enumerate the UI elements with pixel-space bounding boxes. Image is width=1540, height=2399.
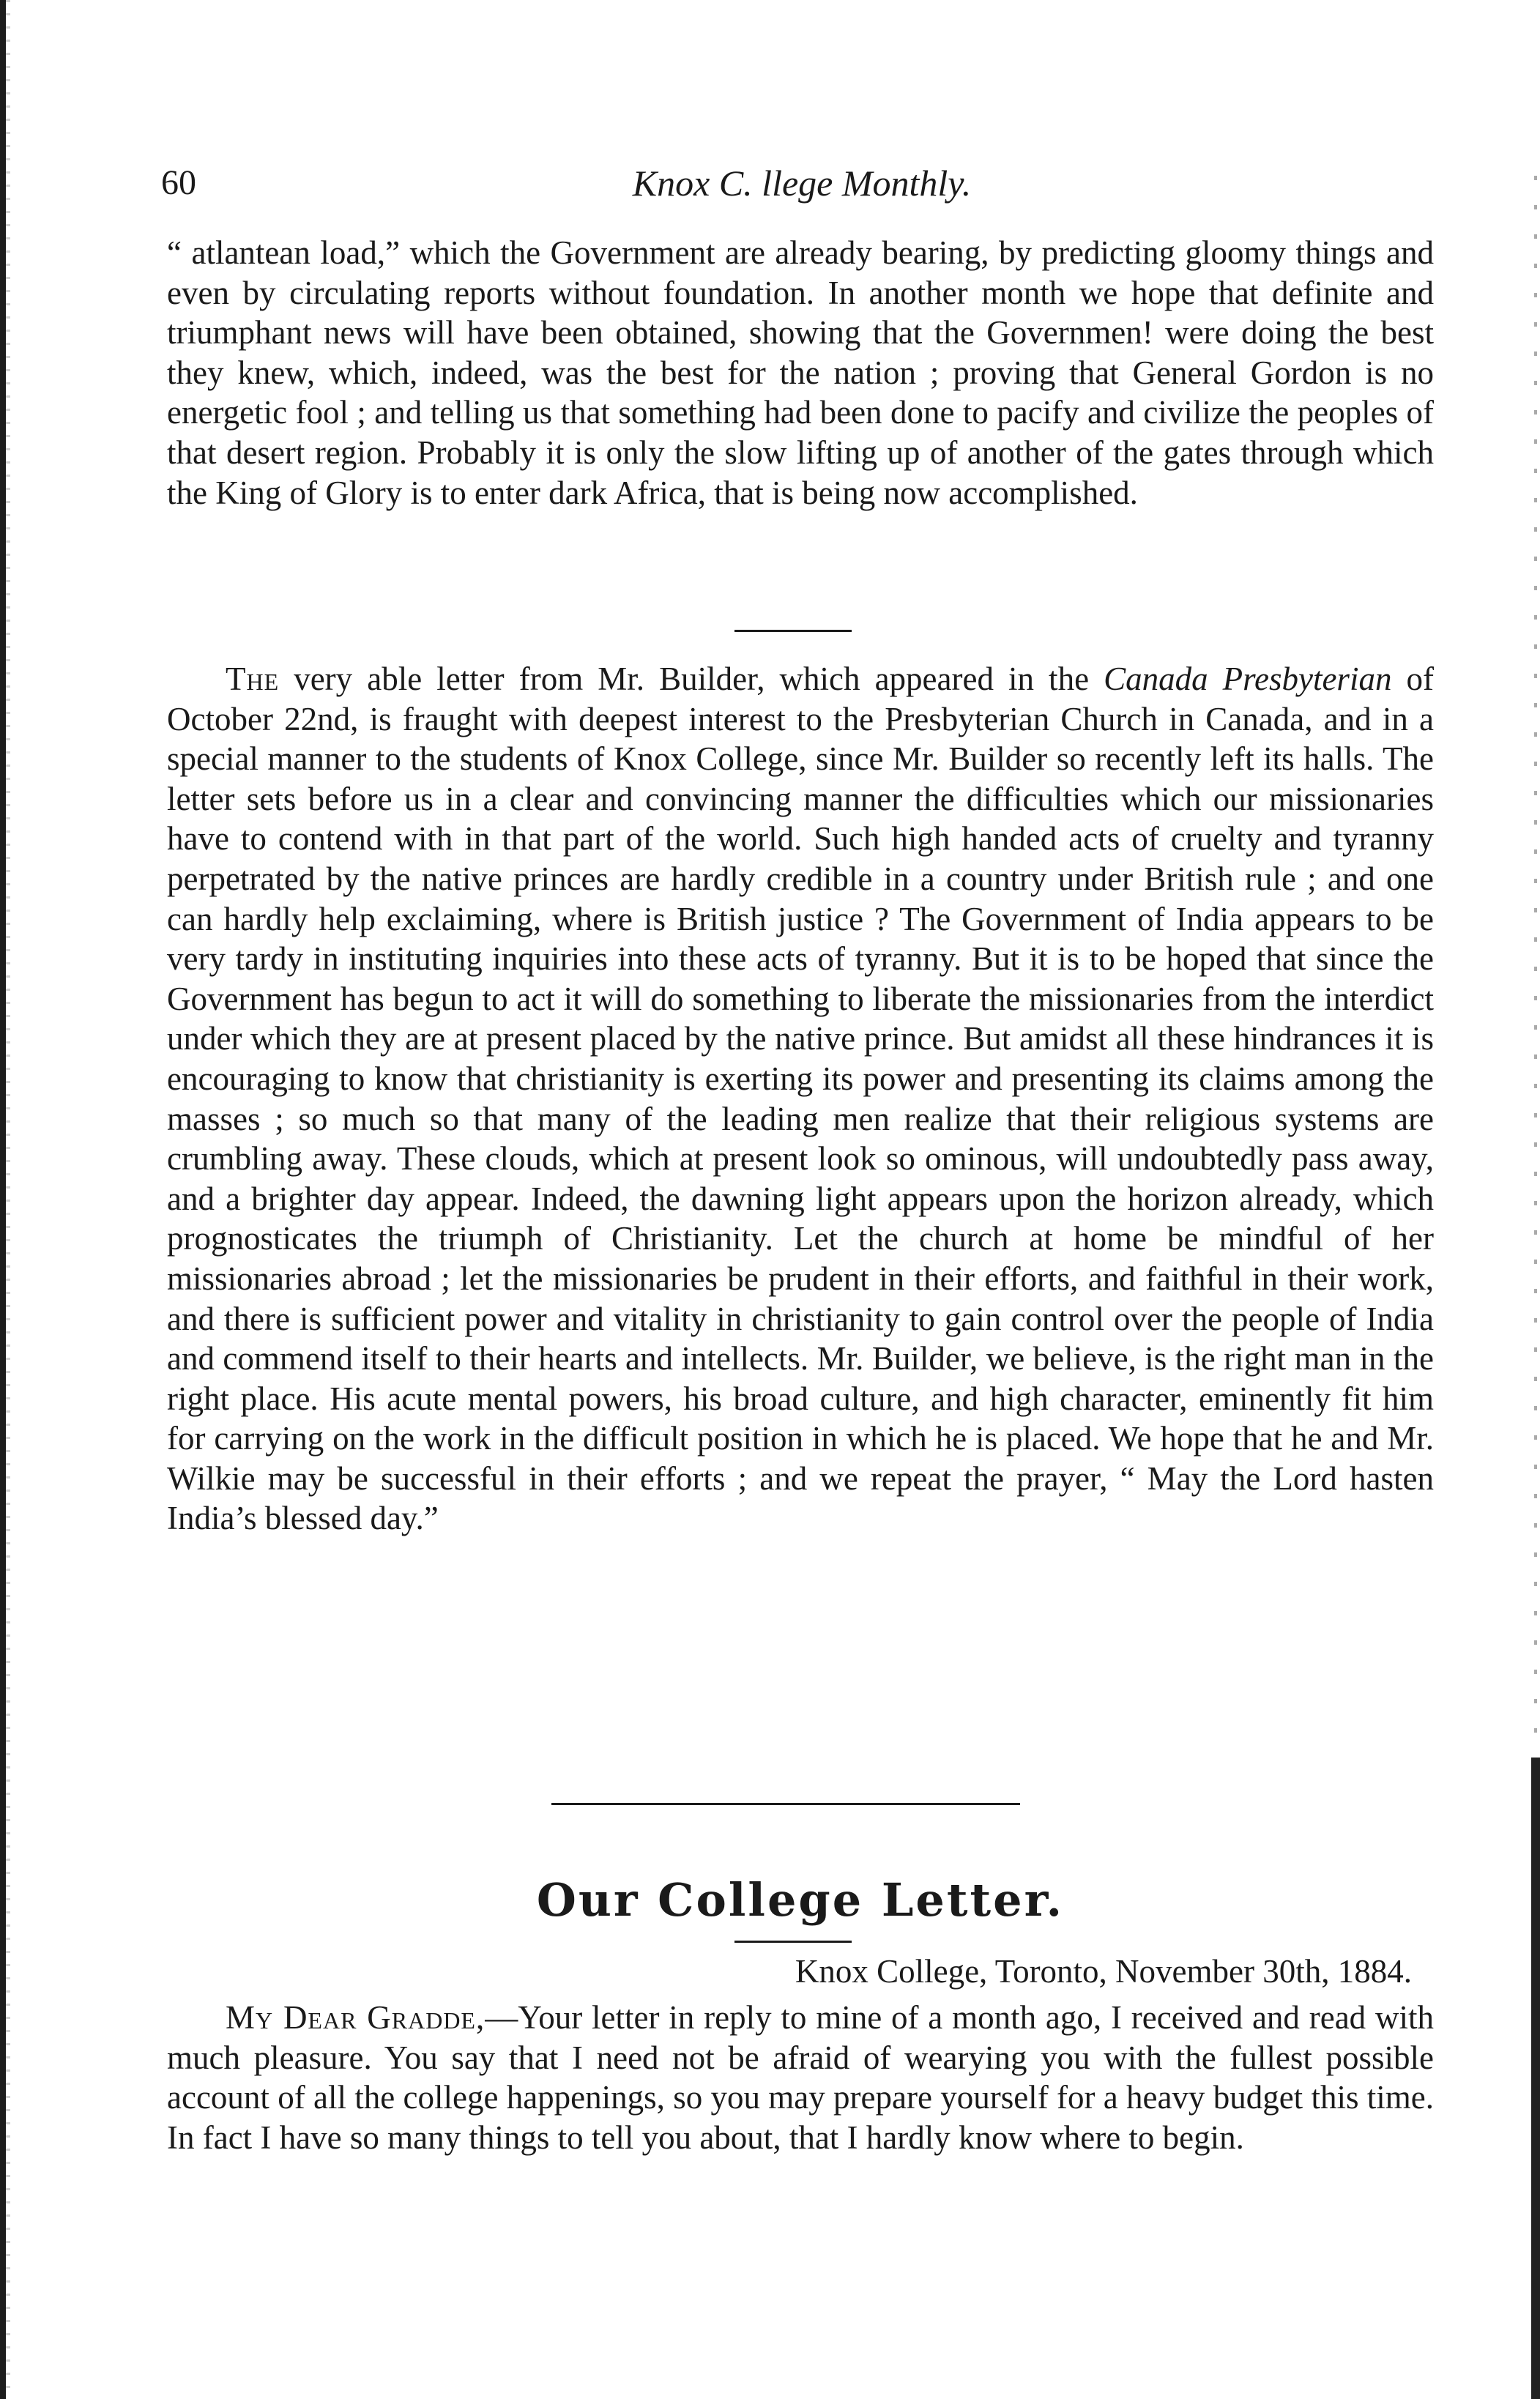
paragraph-2-lead: The — [226, 661, 280, 697]
section-heading: Our College Letter. — [536, 1873, 1065, 1927]
paragraph-2-text — [167, 659, 1434, 1539]
scan-right-speckle — [1534, 176, 1537, 1758]
paragraph-2-text-a: very able letter from Mr. Builder, which appeared in the — [279, 661, 1104, 697]
paragraph-1-text: “ atlantean load,” which the Government are already bearing, by predicting gloomy things and even by circulating reports without foundation. In another month we hope that definite and triumphant news will have been obtained, showing that the Governmen! were doing the best they knew, which, indeed, was the best for the nation ; proving that General Gordon is no energetic fool ; and telling us that something had been done to pacify and civilize the peoples of that desert region. Probably it is only the slow lifting up of another of the gates through which the King of Glory is to enter dark Africa, that is being now accomplished. — [167, 234, 1434, 511]
paragraph-1 — [167, 233, 1434, 513]
journal-title: Knox C. llege Monthly. — [632, 163, 972, 204]
running-head — [161, 157, 1443, 209]
section-divider-long — [551, 1803, 1020, 1805]
scan-right-edge — [1531, 1758, 1540, 2399]
newspaper-title: Canada Presbyterian — [1104, 661, 1392, 697]
letter-paragraph — [167, 1998, 1434, 2157]
page-number: 60 — [161, 163, 196, 202]
scan-left-edge — [0, 0, 6, 2399]
paragraph-2 — [167, 659, 1434, 1539]
letter-dateline: Knox College, Toronto, November 30th, 1884. — [795, 1953, 1412, 1990]
letter-body — [167, 1998, 1434, 2157]
letter-salutation: My Dear Gradde, — [226, 1999, 486, 2036]
heading-underline — [734, 1941, 852, 1943]
paragraph-2-text-b: of October 22nd, is fraught with deepest interest to the Presbyterian Church in Canada, and in a special manner to the students of Knox College, since Mr. Builder so recently left its halls. The letter sets before us in a clear and convincing manner the difficulties which our missionaries have to contend with in that part of the world. Such high handed acts of cruelty and tyranny perpetrated by the native princes are hardly credible in a country under British rule ; and one can hardly help exclaiming, where is British justice ? The Government of India appears to be very tardy in instituting inquiries into these acts of tyranny. But it is to be hoped that since the Government has begun to act it will do something to liberate the missionaries from the interdict under which they are at present placed by the native prince. But amidst all these hindrances it is encouraging to know that christianity is exerting its power and presenting its claims among the masses ; so much so that many of the leading men realize that their religious systems are crumbling away. These clouds, which at present look so ominous, will undoubtedly pass away, and a brighter day appear. Indeed, the dawning light appears upon the horizon already, which prognosticates the triumph of Christianity. Let the church at home be mindful of her missionaries abroad ; let the missionaries be prudent in their efforts, and faithful in their work, and there is sufficient power and vitality in christianity to gain control over the people of India and commend itself to their hearts and intellects. Mr. Builder, we believe, is the right man in the right place. His acute mental powers, his broad culture, and high character, eminently fit him for carrying on the work in the difficult position in which he is placed. We hope that he and Mr. Wilkie may be successful in their efforts ; and we repeat the prayer, “ May the Lord hasten India’s blessed day.” — [167, 661, 1434, 1537]
section-divider-short — [734, 630, 852, 632]
scan-left-speckle — [6, 0, 10, 2399]
letter-text: —Your letter in reply to mine of a month ago, I received and read with much pleasure. You say that I need not be afraid of wearying you with the fullest possible account of all the college happenings, so you may prepare yourself for a heavy budget this time. In fact I have so many things to tell you about, that I hardly know where to begin. — [167, 1999, 1434, 2156]
